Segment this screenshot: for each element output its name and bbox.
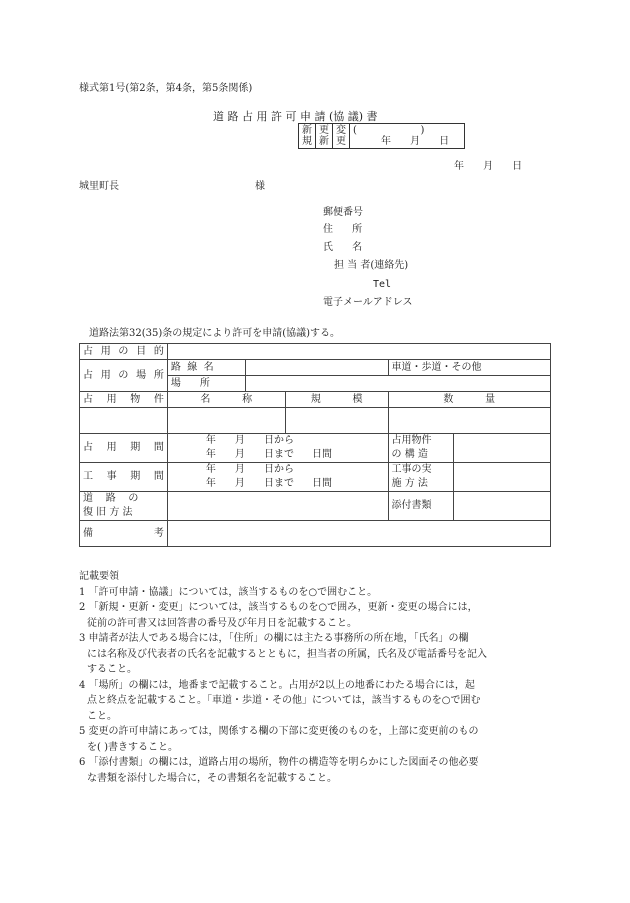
application-table — [79, 343, 551, 547]
attached-docs-input[interactable] — [454, 492, 551, 521]
instruction-4-cont1: 点と終点を記載すること。「車道・歩道・その他」については，該当するものを○で囲む — [87, 695, 481, 706]
place-input[interactable] — [245, 376, 550, 392]
name-label: 氏 名 — [323, 242, 363, 253]
purpose-row — [80, 344, 551, 360]
legal-statement: 道路法第32(35)条の規定により許可を申請(協議)する。 — [89, 328, 341, 339]
instruction-3: 3 申請者が法人である場合には，「住所」の欄には主たる事務所の所在地，「氏名」の欄 — [79, 633, 469, 644]
period-input[interactable]: 年 月 日から 年 月 日まで 日間 — [167, 434, 388, 463]
instruction-4-cont2: こと。 — [87, 710, 117, 722]
purpose-label: 占用の目的 — [80, 344, 168, 360]
road-type-select[interactable]: 車道・歩道・その他 — [388, 360, 550, 376]
addressee-honorific: 様 — [255, 181, 265, 192]
instruction-1: 1 「許可申請・協議」については，該当するものを○で囲むこと。 — [79, 586, 378, 598]
previous-permit-field[interactable]: ( ) 年 月 日 — [350, 124, 465, 149]
instructions-heading: 記載要領 — [79, 571, 119, 582]
restore-method-label: 道 路 の 復 旧 方 法 — [80, 492, 168, 521]
instruction-2-cont: 従前の許可書又は回答書の番号及び年月日を記載すること。 — [87, 617, 357, 629]
route-name-label: 路 線 名 — [167, 360, 245, 376]
place-label: 場 所 — [167, 376, 245, 392]
instruction-5-cont: を( )書きすること。 — [87, 741, 178, 753]
instruction-4: 4 「場所」の欄には，地番まで記載すること。占用が2以上の地番にわたる場合には，起 — [79, 679, 475, 691]
route-name-input[interactable] — [245, 360, 388, 376]
scale-column-header: 規 模 — [285, 392, 388, 408]
remarks-label: 備 考 — [80, 521, 168, 547]
work-period-label: 工 事 期 間 — [80, 463, 168, 492]
instruction-2: 2 「新規・更新・変更」については，該当するものを○で囲み，更新・変更の場合には， — [79, 602, 478, 613]
name-column-header: 名 称 — [167, 392, 285, 408]
structure-input[interactable] — [454, 434, 551, 463]
instruction-3-cont1: には名称及び代表者の氏名を記載するとともに，担当者の所属，氏名及び電話番号を記入 — [87, 648, 487, 660]
address-label: 住 所 — [323, 224, 363, 235]
remarks-input[interactable] — [167, 521, 550, 547]
instruction-6-cont: な書類を添付した場合に，その書類名を記載すること。 — [87, 772, 337, 784]
work-period-input[interactable]: 年 月 日から 年 月 日まで 日間 — [167, 463, 388, 492]
application-date: 年 月 日 — [454, 161, 523, 172]
instructions — [79, 569, 551, 786]
kind-new[interactable]: 新 規 — [299, 124, 316, 149]
contact-person-label: 担 当 者(連絡先) — [334, 260, 409, 271]
addressee-mayor: 城里町長 — [79, 181, 119, 192]
work-method-label: 工事の実 施 方 法 — [388, 463, 454, 492]
object-scale-input[interactable] — [285, 408, 388, 434]
document-title: 道 路 占 用 許 可 申 請 (協 議) 書 — [213, 110, 378, 123]
quantity-column-header: 数 量 — [388, 392, 550, 408]
restore-method-input[interactable] — [167, 492, 388, 521]
instruction-3-cont2: すること。 — [87, 664, 137, 675]
application-kind-box — [298, 123, 465, 149]
location-label: 占用の場所 — [80, 360, 168, 392]
instruction-6: 6 「添付書類」の欄には，道路占用の場所，物件の構造等を明らかにした図面その他必要 — [79, 757, 479, 768]
purpose-input[interactable] — [167, 344, 550, 360]
work-method-input[interactable] — [454, 463, 551, 492]
kind-change[interactable]: 変 更 — [333, 124, 350, 149]
objects-label: 占 用 物 件 — [80, 392, 168, 408]
object-quantity-input[interactable] — [388, 408, 550, 434]
object-name-input[interactable] — [167, 408, 285, 434]
period-label: 占 用 期 間 — [80, 434, 168, 463]
objects-blank — [80, 408, 168, 434]
postal-code-label: 郵便番号 — [323, 207, 363, 218]
tel-label: Tel — [373, 279, 392, 290]
form-number: 様式第1号(第2条，第4条，第5条関係) — [79, 83, 253, 94]
structure-label: 占用物件 の 構 造 — [388, 434, 454, 463]
attached-docs-label: 添付書類 — [388, 492, 454, 521]
kind-renew[interactable]: 更 新 — [316, 124, 333, 149]
instruction-5: 5 変更の許可申請にあっては，関係する欄の下部に変更後のものを，上部に変更前のもの — [79, 726, 479, 737]
email-label: 電子メールアドレス — [323, 297, 413, 308]
